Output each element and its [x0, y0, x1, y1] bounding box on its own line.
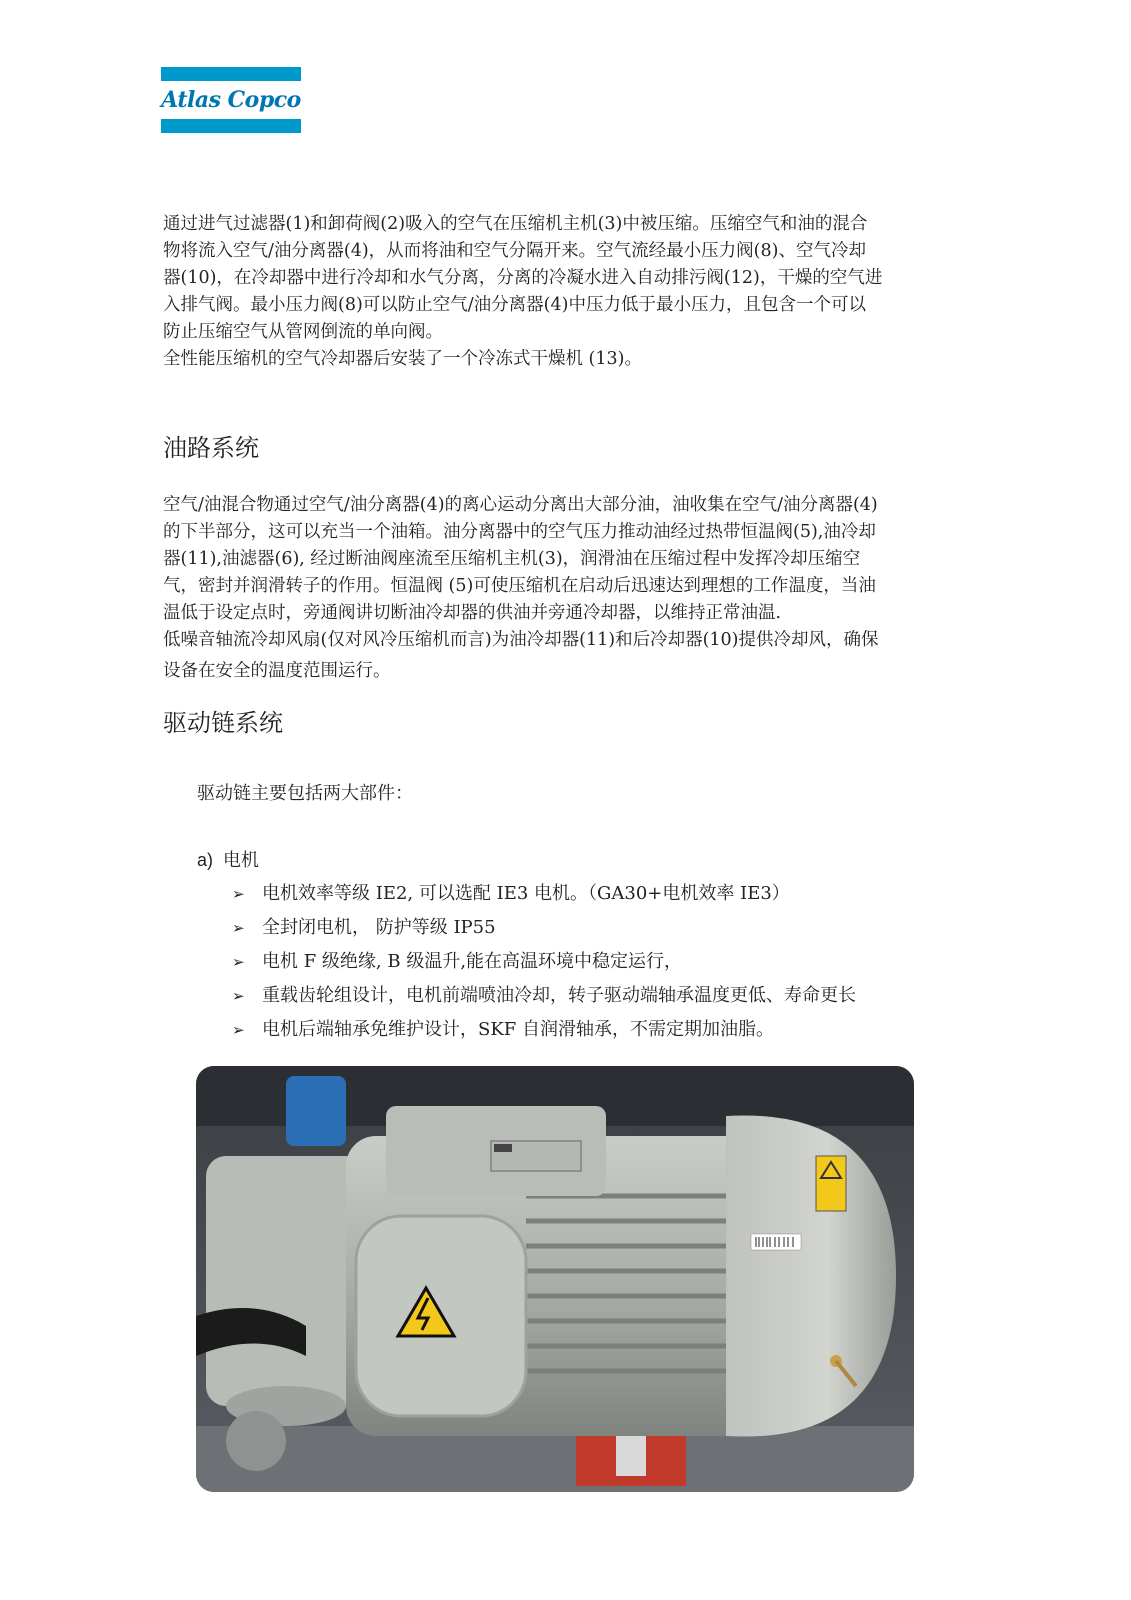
- paragraph-line: 的下半部分，这可以充当一个油箱。油分离器中的空气压力推动油经过热带恒温阀(5),油冷却: [163, 522, 876, 542]
- paragraph-line: 器(11),油滤器(6), 经过断油阀座流至压缩机主机(3)，润滑油在压缩过程中发挥冷却压缩空: [163, 549, 861, 569]
- paragraph-line: 全性能压缩机的空气冷却器后安装了一个冷冻式干燥机 (13)。: [163, 349, 642, 369]
- logo-top-bar: [161, 67, 301, 81]
- intro-paragraph: [163, 211, 1033, 373]
- paragraph-line: 通过进气过滤器(1)和卸荷阀(2)吸入的空气在压缩机主机(3)中被压缩。压缩空气和油的混合: [163, 214, 868, 234]
- list-item: [232, 1013, 856, 1047]
- oil-paragraph: [163, 492, 1033, 685]
- list-item-text: 全封闭电机， 防护等级 IP55: [262, 917, 496, 938]
- motor-illustration: [196, 1066, 914, 1492]
- arrow-bullet-icon: ➢: [232, 1021, 245, 1039]
- arrow-bullet-icon: ➢: [232, 919, 245, 937]
- logo-wordmark: Atlas Copco: [161, 87, 301, 113]
- sub-heading-motor: [197, 846, 259, 875]
- paragraph-line: 温低于设定点时，旁通阀讲切断油冷却器的供油并旁通冷却器，以维持正常油温.: [163, 603, 782, 623]
- paragraph-line: 器(10)，在冷却器中进行冷却和水气分离，分离的冷凝水进入自动排污阀(12)，干燥的空气进: [163, 268, 883, 288]
- paragraph-line: 低噪音轴流冷却风扇(仅对风冷压缩机而言)为油冷却器(11)和后冷却器(10)提供冷却风，确保: [163, 630, 879, 650]
- list-item-text: 电机后端轴承免维护设计，SKF 自润滑轴承，不需定期加油脂。: [262, 1019, 774, 1040]
- paragraph-line: 设备在安全的温度范围运行。: [163, 661, 391, 681]
- paragraph-line: 空气/油混合物通过空气/油分离器(4)的离心运动分离出大部分油，油收集在空气/油分离器(4): [163, 495, 878, 515]
- list-item: [232, 877, 856, 911]
- motor-feature-list: [232, 877, 856, 1047]
- oil-section-title: 油路系统: [163, 434, 259, 462]
- paragraph-line: 物将流入空气/油分离器(4)，从而将油和空气分隔开来。空气流经最小压力阀(8)、空气冷却: [163, 241, 866, 261]
- arrow-bullet-icon: ➢: [232, 953, 245, 971]
- logo-bottom-bar: [161, 119, 301, 133]
- arrow-bullet-icon: ➢: [232, 885, 245, 903]
- paragraph-line: 气，密封并润滑转子的作用。恒温阀 (5)可使压缩机在启动后迅速达到理想的工作温度，当油: [163, 576, 876, 596]
- arrow-bullet-icon: ➢: [232, 987, 245, 1005]
- drive-intro: 驱动链主要包括两大部件：: [197, 783, 413, 804]
- list-item-text: 电机效率等级 IE2, 可以选配 IE3 电机。（GA30+电机效率 IE3）: [262, 883, 790, 904]
- drive-section-title: 驱动链系统: [163, 709, 283, 737]
- list-item: [232, 911, 856, 945]
- list-item-text: 重载齿轮组设计，电机前端喷油冷却，转子驱动端轴承温度更低、寿命更长: [262, 985, 856, 1006]
- paragraph-line: 防止压缩空气从管网倒流的单向阀。: [163, 322, 443, 342]
- atlas-copco-logo: [161, 67, 301, 133]
- list-marker: a): [197, 850, 214, 870]
- sub-heading-text: 电机: [223, 850, 260, 871]
- paragraph-line: 入排气阀。最小压力阀(8)可以防止空气/油分离器(4)中压力低于最小压力，且包含一个可以: [163, 295, 866, 315]
- list-item-text: 电机 F 级绝缘, B 级温升,能在高温环境中稳定运行，: [262, 951, 683, 972]
- list-item: [232, 979, 856, 1013]
- motor-photo: [196, 1066, 914, 1492]
- list-item: [232, 945, 856, 979]
